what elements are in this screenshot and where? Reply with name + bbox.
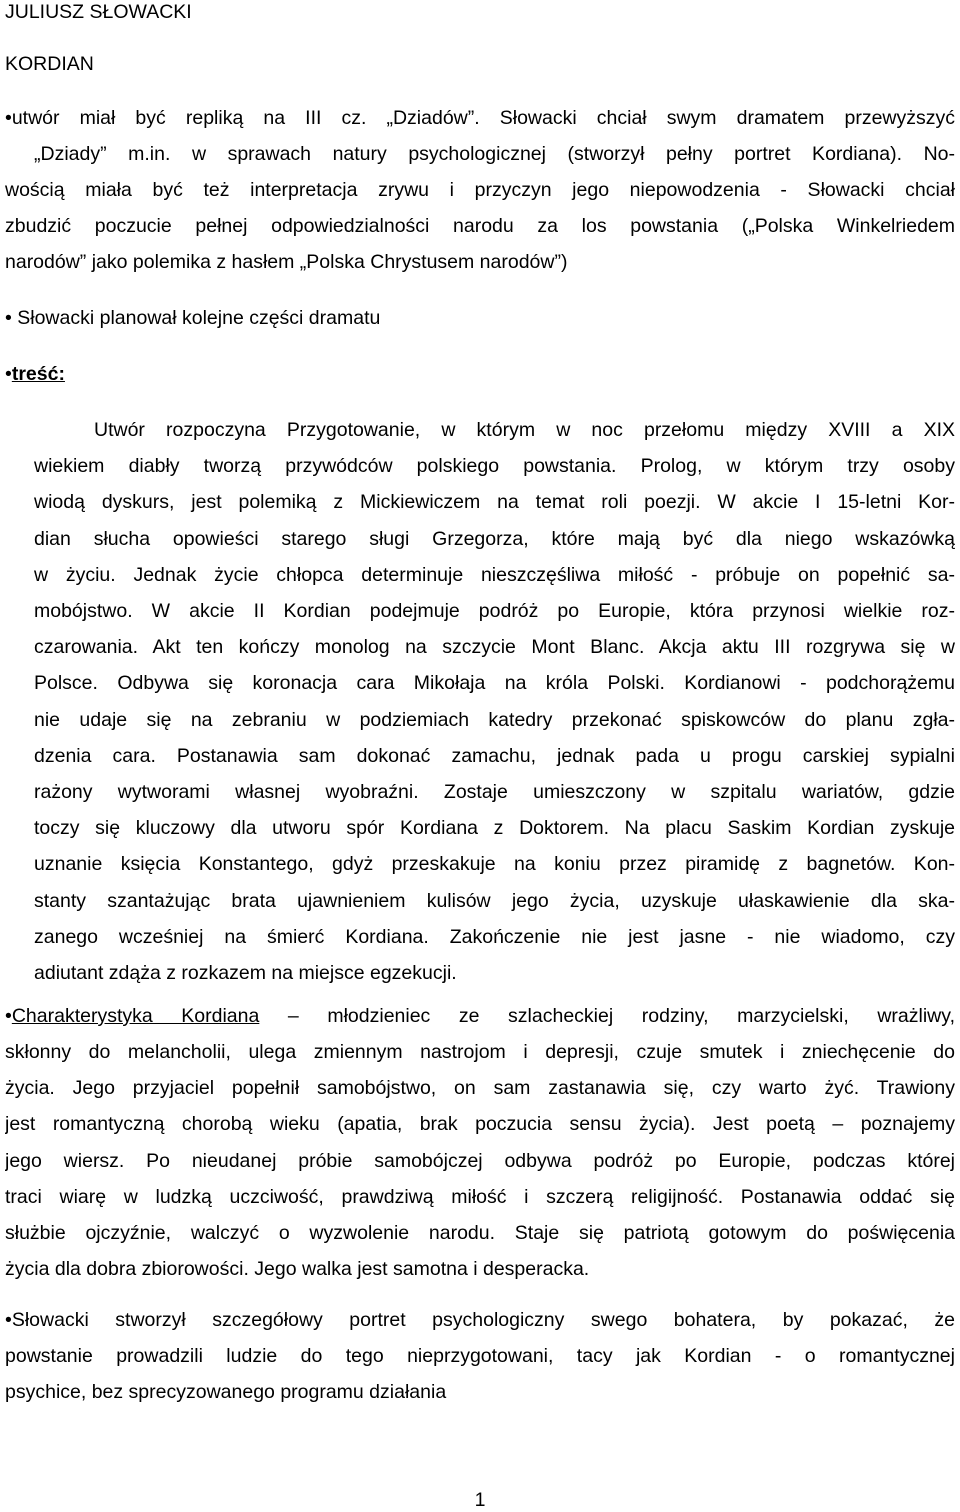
- paragraph-line: mobójstwo. W akcie II Kordian podejmuje podróż po Europie, która przynosi wielkie roz-: [34, 600, 955, 622]
- paragraph-line: czarowania. Akt ten kończy monolog na szczycie Mont Blanc. Akcja aktu III rozgrywa się w: [34, 636, 955, 659]
- bullet-icon: •: [5, 1005, 12, 1027]
- content-heading: [5, 362, 955, 386]
- paragraph-line: życia. Jego przyjaciel popełnił samobójstwo, on sam zastanawia się, czy warto żyć. Trawiony: [5, 1077, 955, 1100]
- paragraph-line: jego wiersz. Po nieudanej próbie samobójczej odbywa podróż po Europie, podczas której: [5, 1149, 955, 1172]
- paragraph-line: wiodą dyskurs, jest polemiką z Mickiewiczem na temat roli poezji. W akcie I 15-letni Kor-: [34, 491, 955, 514]
- paragraph-line: narodów” jako polemika z hasłem „Polska Chrystusem narodów”): [5, 251, 568, 273]
- paragraph-line: dian słucha opowieści starego sługi Grzegorza, które mają być dla niego wskazówką: [34, 527, 955, 550]
- paragraph-line: nie udaje się na zebraniu w podziemiach katedry przekonać spiskowców do planu zgła-: [34, 708, 955, 731]
- paragraph-line: traci wiarę w ludzką uczciwość, prawdziwą miłość i szczerą religijność. Postanawia oddać się: [5, 1185, 955, 1208]
- paragraph-line: stanty szantażując brata ujawnieniem kulisów jego życia, uzyskuje ułaskawienie dla ska-: [34, 889, 955, 912]
- paragraph-line: •utwór miał być repliką na III cz. „Dziadów”. Słowacki chciał swym dramatem przewyższyć: [5, 107, 955, 129]
- paragraph-line: adiutant zdąża z rozkazem na miejsce egzekucji.: [34, 962, 457, 984]
- paragraph-line: w życiu. Jednak życie chłopca determinuje nieszczęśliwa miłość - próbuje on popełnić sa-: [34, 563, 955, 586]
- paragraph-line: dzenia cara. Postanawia sam dokonać zamachu, jednak pada u progu carskiej sypialni: [34, 744, 955, 767]
- paragraph-line: Polsce. Odbywa się koronacja cara Mikołaja na króla Polski. Kordianowi - podchorążemu: [34, 672, 955, 695]
- page-number: 1: [474, 1489, 486, 1511]
- characterization-text: – młodzieniec ze szlacheckiej rodziny, marzycielski, wrażliwy,: [259, 1005, 955, 1027]
- paragraph-line: zanego wcześniej na śmierć Kordiana. Zakończenie nie jest jasne - nie wiadomo, czy: [34, 925, 955, 948]
- title-heading: KORDIAN: [5, 53, 94, 75]
- paragraph-line: służbie ojczyźnie, walczyć o wyzwolenie narodu. Staje się patriotą gotowym do poświęcenia: [5, 1222, 955, 1244]
- paragraph-line: Utwór rozpoczyna Przygotowanie, w którym w noc przełomu między XVIII a XIX: [94, 419, 955, 441]
- author-heading: JULIUSZ SŁOWACKI: [5, 1, 192, 23]
- parts-bullet: • Słowacki planował kolejne części dramatu: [5, 307, 381, 329]
- paragraph-line: psychice, bez sprecyzowanego programu działania: [5, 1381, 447, 1403]
- paragraph-line: uznanie księcia Konstantego, gdyż przeskakuje na koniu przez piramidę z bagnetów. Kon-: [34, 853, 955, 876]
- paragraph-line: jest romantyczną chorobą wieku (apatia, brak poczucia sensu życia). Jest poetą – poznajemy: [5, 1113, 955, 1136]
- paragraph-line: •Słowacki stworzył szczegółowy portret psychologiczny swego bohatera, by pokazać, że: [5, 1309, 955, 1331]
- paragraph-line: powstanie prowadzili ludzie do tego nieprzygotowani, tacy jak Kordian - o romantycznej: [5, 1345, 955, 1367]
- content-heading-label: treść:: [11, 363, 65, 385]
- paragraph-line: wością miała być też interpretacja zrywu i przyczyn jego niepowodzenia - Słowacki chciał: [5, 179, 955, 201]
- paragraph-line: „Dziady” m.in. w sprawach natury psychologicznej (stworzył pełny portret Kordiana). No-: [34, 143, 955, 165]
- paragraph-line: rażony wytworami własnej wyobraźni. Zostaje umieszczony w szpitalu wariatów, gdzie: [34, 781, 955, 803]
- paragraph-line: toczy się kluczowy dla utworu spór Kordiana z Doktorem. Na placu Saskim Kordian zyskuje: [34, 817, 955, 840]
- paragraph-line: wiekiem diabły tworzą przywódców polskiego powstania. Prolog, w którym trzy osoby: [34, 455, 955, 478]
- paragraph-line: życia dla dobra zbiorowości. Jego walka jest samotna i desperacka.: [5, 1258, 590, 1281]
- paragraph-line: zbudzić poczucie pełnej odpowiedzialności narodu za los powstania („Polska Winkelriedem: [5, 215, 955, 237]
- characterization-first-line: [5, 1004, 955, 1028]
- characterization-heading: Charakterystyka Kordiana: [11, 1005, 260, 1027]
- bullet-icon: •: [5, 363, 12, 385]
- paragraph-line: skłonny do melancholii, ulega zmiennym nastrojom i depresji, czuje smutek i zniechęcenie do: [5, 1041, 955, 1063]
